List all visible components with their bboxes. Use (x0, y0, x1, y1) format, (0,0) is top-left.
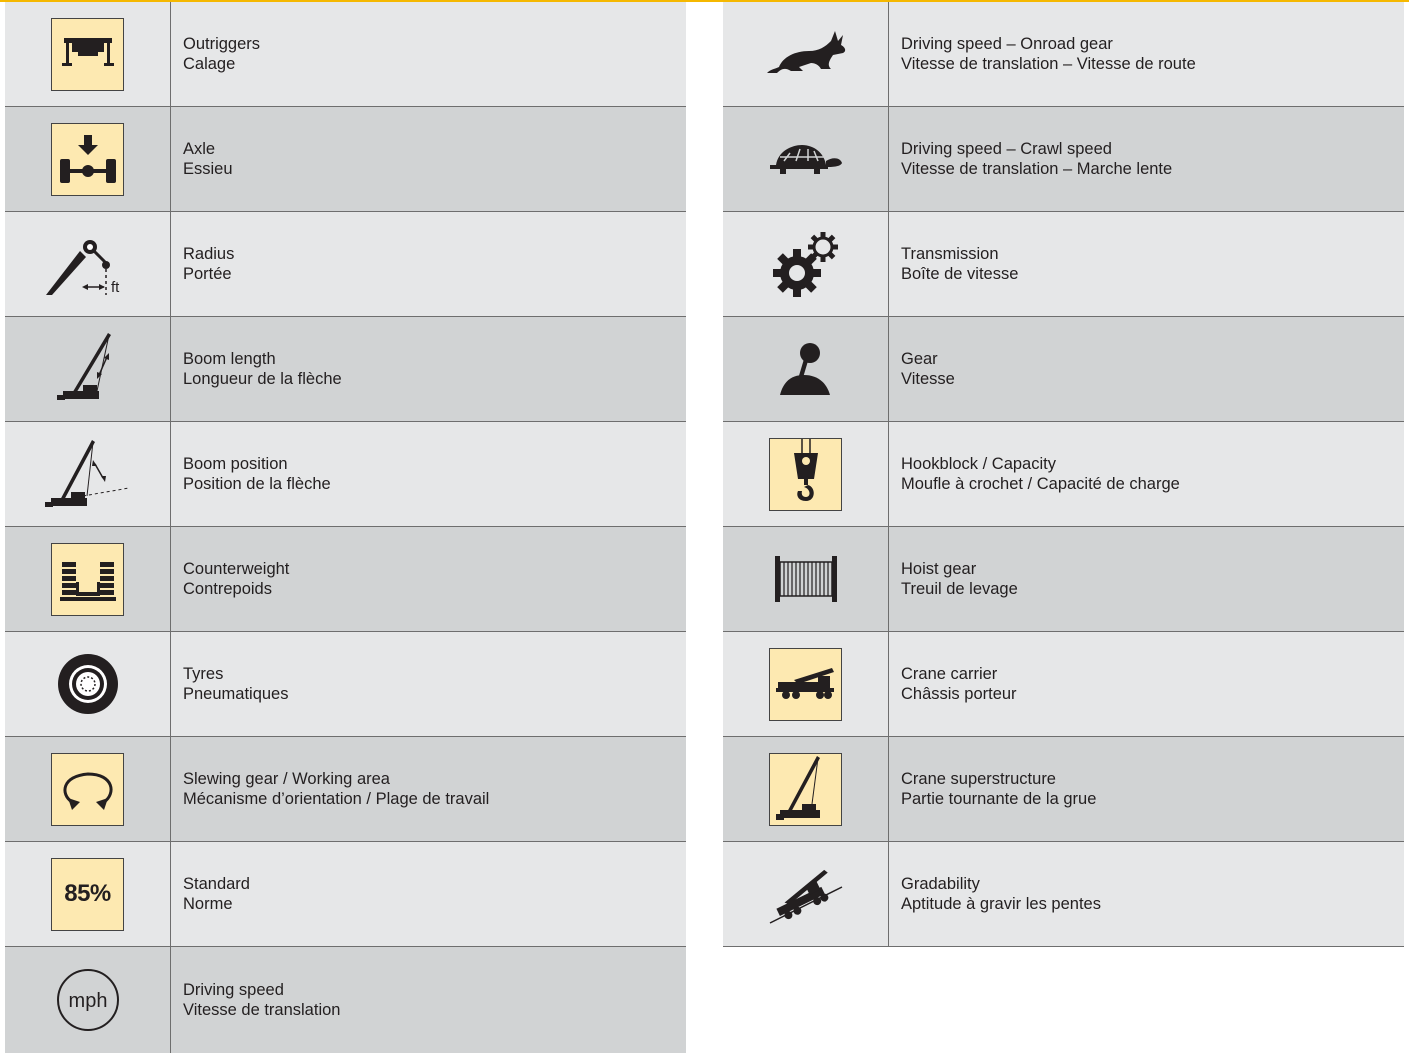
icon-cell (723, 842, 889, 946)
label-fr: Vitesse de translation – Marche lente (901, 160, 1173, 178)
legend-row (723, 317, 1404, 422)
legend-text (183, 212, 234, 316)
label-fr: Pneumatiques (183, 685, 289, 703)
radius-unit-label: ft (110, 279, 119, 296)
hare-icon (761, 18, 851, 91)
icon-cell (5, 2, 171, 106)
legend-text (183, 422, 331, 526)
icon-cell (5, 317, 171, 421)
legend-row (723, 527, 1404, 632)
crane-carrier-icon (769, 648, 842, 721)
legend-column-left (5, 2, 686, 1053)
legend-text (901, 842, 1101, 946)
boom-position-icon (43, 438, 133, 511)
icon-cell (5, 107, 171, 211)
label-fr: Mécanisme d’orientation / Plage de travail (183, 790, 490, 808)
legend-text (901, 317, 955, 421)
outriggers-icon (51, 18, 124, 91)
gears-icon (769, 228, 842, 301)
standard-percent-label: 85% (64, 880, 111, 907)
hookblock-icon (769, 438, 842, 511)
label-fr: Essieu (183, 160, 233, 178)
tyre-icon (51, 648, 124, 721)
legend-text (183, 947, 340, 1053)
legend-row (723, 107, 1404, 212)
legend-row (5, 212, 686, 317)
legend-text (901, 632, 1017, 736)
legend-row (723, 422, 1404, 527)
label-en: Transmission (901, 245, 999, 263)
label-fr: Portée (183, 265, 232, 283)
legend-text (183, 2, 260, 106)
icon-cell (5, 842, 171, 946)
icon-cell (5, 422, 171, 526)
hoist-drum-icon (769, 543, 842, 616)
legend-text (901, 107, 1172, 211)
legend-text (183, 107, 233, 211)
mph-label: mph (68, 990, 107, 1012)
icon-cell (5, 527, 171, 631)
label-fr: Calage (183, 55, 236, 73)
label-en: Gradability (901, 875, 980, 893)
legend-row (5, 527, 686, 632)
counterweight-icon (51, 543, 124, 616)
label-en: Driving speed – Onroad gear (901, 35, 1113, 53)
legend-text (183, 842, 250, 946)
legend-row (5, 737, 686, 842)
gear-lever-icon (769, 333, 842, 406)
standard-icon (51, 858, 124, 931)
icon-cell (723, 737, 889, 841)
legend-row (5, 842, 686, 947)
label-en: Radius (183, 245, 235, 263)
label-en: Crane superstructure (901, 770, 1056, 788)
label-fr: Aptitude à gravir les pentes (901, 895, 1101, 913)
gradability-icon (766, 858, 846, 931)
legend-row (723, 632, 1404, 737)
label-en: Counterweight (183, 560, 290, 578)
legend-row (723, 2, 1404, 107)
icon-cell (723, 317, 889, 421)
legend-row (723, 737, 1404, 842)
label-fr: Vitesse (901, 370, 955, 388)
icon-cell (723, 212, 889, 316)
radius-icon (38, 228, 138, 301)
label-en: Standard (183, 875, 250, 893)
legend-text (183, 632, 289, 736)
icon-cell (723, 527, 889, 631)
label-en: Outriggers (183, 35, 261, 53)
label-en: Gear (901, 350, 938, 368)
legend-row (5, 107, 686, 212)
icon-cell (723, 632, 889, 736)
legend-row (5, 422, 686, 527)
legend-text (901, 2, 1196, 106)
legend-row (5, 317, 686, 422)
tortoise-icon (766, 123, 846, 196)
icon-cell (5, 947, 171, 1053)
icon-cell (723, 2, 889, 106)
label-fr: Châssis porteur (901, 685, 1017, 703)
crane-superstructure-icon (769, 753, 842, 826)
icon-cell (5, 632, 171, 736)
label-fr: Boîte de vitesse (901, 265, 1019, 283)
mph-icon (51, 964, 124, 1037)
legend-row (723, 212, 1404, 317)
icon-cell (723, 107, 889, 211)
legend-row (5, 947, 686, 1053)
label-fr: Moufle à crochet / Capacité de charge (901, 475, 1180, 493)
legend-text (901, 527, 1018, 631)
label-fr: Longueur de la flèche (183, 370, 342, 388)
label-en: Hookblock / Capacity (901, 455, 1056, 473)
label-en: Tyres (183, 665, 224, 683)
legend-column-right (723, 2, 1404, 947)
legend-row (5, 2, 686, 107)
legend-text (183, 317, 342, 421)
legend-text (901, 212, 1018, 316)
icon-cell (5, 737, 171, 841)
label-en: Axle (183, 140, 216, 158)
label-en: Boom position (183, 455, 288, 473)
axle-icon (51, 123, 124, 196)
label-fr: Vitesse de translation – Vitesse de route (901, 55, 1196, 73)
label-en: Driving speed – Crawl speed (901, 140, 1112, 158)
legend-text (183, 527, 289, 631)
label-en: Driving speed (183, 981, 284, 999)
label-en: Crane carrier (901, 665, 998, 683)
legend-row (5, 632, 686, 737)
label-fr: Vitesse de translation (183, 1001, 341, 1019)
legend-row (723, 842, 1404, 947)
legend-text (901, 737, 1096, 841)
label-en: Boom length (183, 350, 276, 368)
icon-cell (723, 422, 889, 526)
label-fr: Norme (183, 895, 233, 913)
label-en: Slewing gear / Working area (183, 770, 390, 788)
label-en: Hoist gear (901, 560, 977, 578)
legend-text (901, 422, 1180, 526)
label-fr: Treuil de levage (901, 580, 1018, 598)
boom-length-icon (51, 333, 124, 406)
slewing-icon (51, 753, 124, 826)
label-fr: Partie tournante de la grue (901, 790, 1097, 808)
legend-text (183, 737, 489, 841)
label-fr: Position de la flèche (183, 475, 331, 493)
label-fr: Contrepoids (183, 580, 272, 598)
icon-cell (5, 212, 171, 316)
